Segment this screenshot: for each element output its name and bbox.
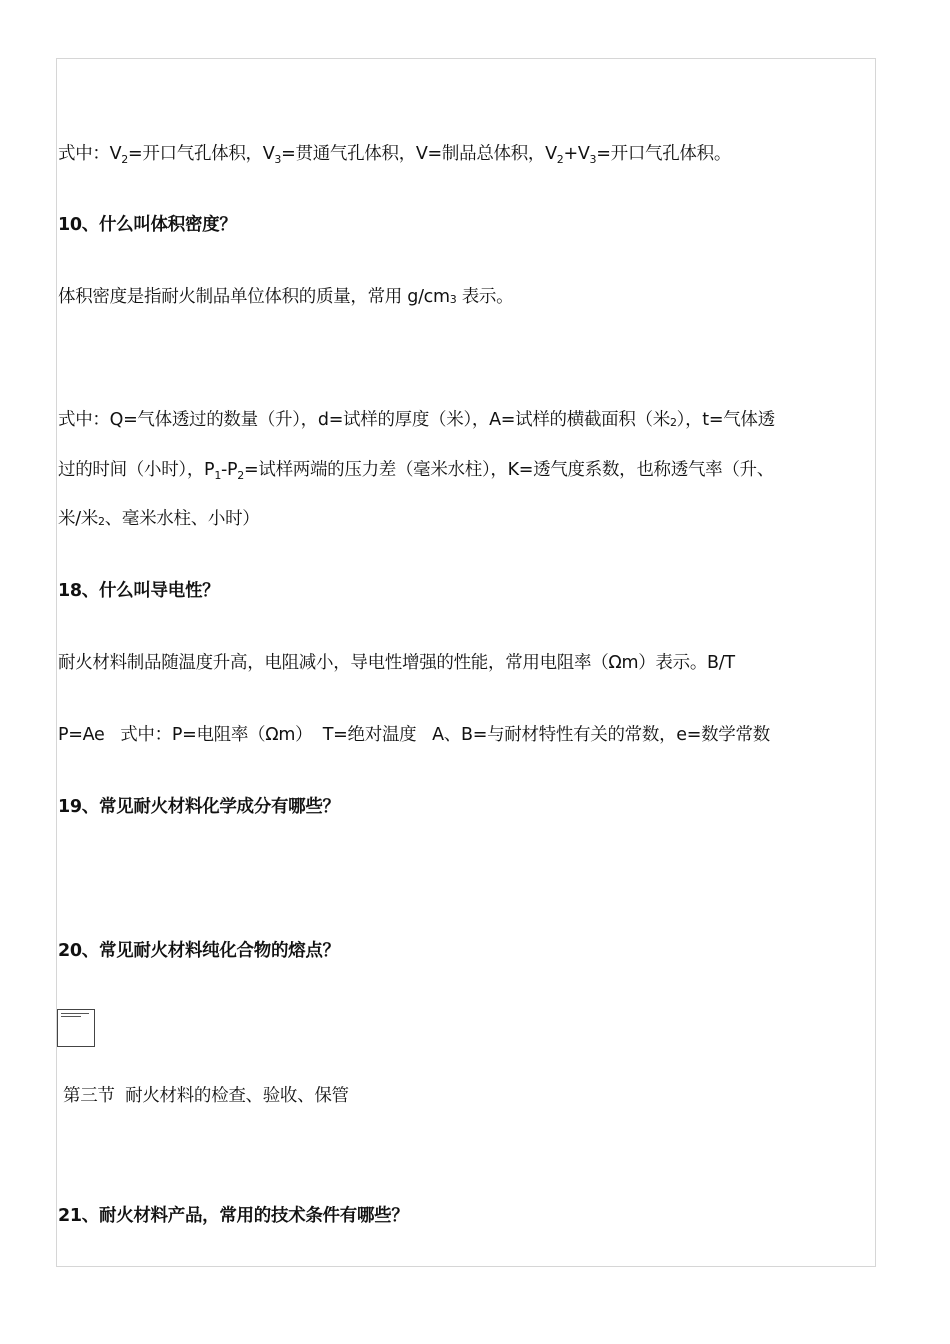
answer-18-line-2: P=Ae 式中：P=电阻率（Ωm） T=绝对温度 A、B=与耐材特性有关的常数，e=数学常数 — [58, 725, 770, 745]
question-19-heading: 19、常见耐火材料化学成分有哪些？ — [58, 797, 340, 817]
question-18-heading: 18、什么叫导电性？ — [58, 581, 220, 601]
permeability-explanation-line-3: 米/米2、毫米水柱、小时） — [58, 509, 260, 529]
permeability-explanation-line-1: 式中：Q=气体透过的数量（升），d=试样的厚度（米），A=试样的横截面积（米2），t=气体透 — [58, 410, 775, 430]
answer-10-text: 体积密度是指耐火制品单位体积的质量，常用 g/cm3 表示。 — [58, 287, 514, 307]
formula-porosity-explanation: 式中：$V_2=$开口气孔体积，$V_3=$贯通气孔体积，V=制品总体积，$V_2+V_3=$开口气孔体积。 — [58, 144, 732, 166]
question-10-heading: 10、什么叫体积密度？ — [58, 215, 237, 235]
answer-18-line-1: 耐火材料制品随温度升高，电阻减小，导电性增强的性能，常用电阻率（Ωm）表示。B/T — [58, 653, 735, 673]
question-20-heading: 20、常见耐火材料纯化合物的熔点？ — [58, 941, 340, 961]
embedded-table-thumbnail — [57, 1009, 95, 1047]
question-21-heading: 21、耐火材料产品，常用的技术条件有哪些？ — [58, 1206, 409, 1226]
section-3-heading: 第三节 耐火材料的检查、验收、保管 — [63, 1086, 349, 1106]
permeability-explanation-line-2: 过的时间（小时），$P_1-P_2=$试样两端的压力差（毫米水柱），K=透气度系数，也称透气率（升、 — [58, 460, 774, 482]
